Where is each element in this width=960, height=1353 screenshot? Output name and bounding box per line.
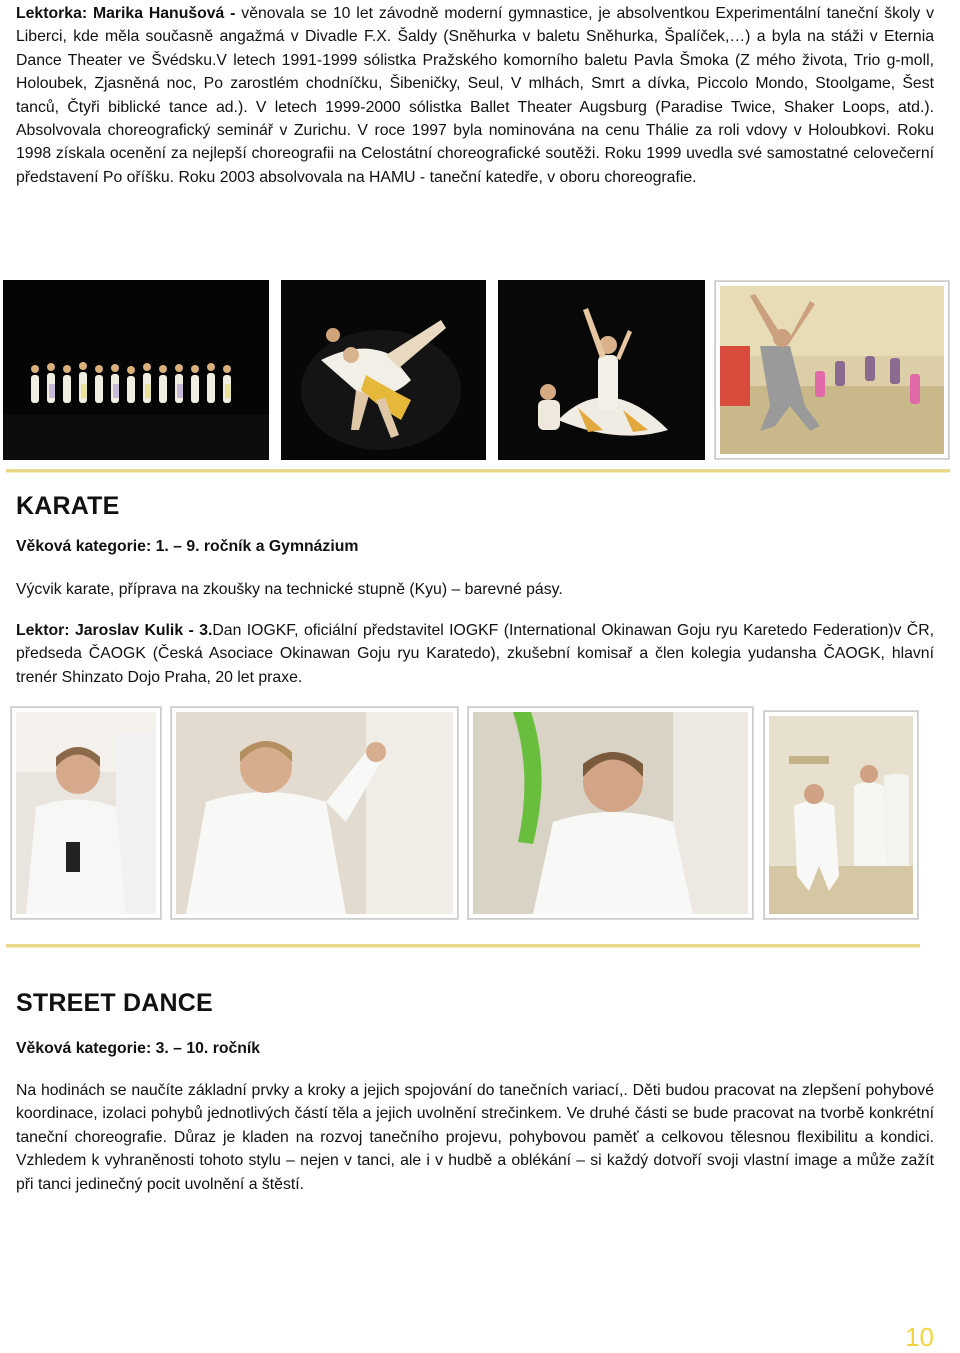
intro-paragraph <box>16 2 934 189</box>
intro-text-1: věnovala se 10 let závodně moderní gymnastice, je absolventkou Experimentální taneční školy v Liberci, kde měla současně angažmá v Divadle F.X. Šaldy (Sněhurka v baletu Sněhurka, Špalíček,…) a byla na stáži v Eternia Dance Theater ve Švédsku. <box>16 5 934 69</box>
photo-karate-group <box>765 712 917 918</box>
street-dance-description: Na hodinách se naučíte základní prvky a kroky a jejich spojování do tanečních variací,. Děti budou pracovat na zlepšení pohybové koordinace, izolaci pohybů jednotlivých částí těla a jejich uvolnění strečinkem. Ve druhé části se bude pracovat na tvorbě konkrétní taneční choreografie. Důraz je kladen na rozvoj tanečního projevu, pohybovou paměť a celkovou tělesnou flexibilitu a kondici. Vzhledem k vyhraněnosti tohoto stylu – nejen v tanci, ale i v hudbě a oblékání – si každý dotvoří svoji vlastní image a může zažít při tanci jedinečný pocit uvolnění a štěstí. <box>16 1082 934 1193</box>
photo-karate-boy-3 <box>469 708 752 918</box>
section-divider-2 <box>6 944 920 948</box>
photo-duet-dance <box>281 280 486 460</box>
street-dance-age-category: Věková kategorie: 3. – 10. ročník <box>16 1040 261 1057</box>
karate-age-category: Věková kategorie: 1. – 9. ročník a Gymnázium <box>16 538 359 555</box>
lector-label: Lektorka: Marika Hanušová - <box>16 5 236 22</box>
karate-lector-label: Lektor: Jaroslav Kulik - 3. <box>16 622 213 639</box>
photo-dance-class-gym <box>716 282 948 458</box>
intro-text-2: V letech 1991-1999 sólistka Pražského komorního baletu Pavla Šmoka (Z mého života, Trio g-moll, Holoubek, Zjasněná noc, Po zarostlém chodníčku, Šibeničky, Seul, V mlhách, Smrt a dívka, Piccolo Mondo, Stoolgame, Šest tanců, Čtyři biblické tance ad.). V letech 1999-2000 sólistka Ballet Theater Augsburg (Paradise Twice, Shaker Loops, atd.). Absolvovala choreografický seminář v Zurichu. V roce 1997 byla nominována na cenu Thálie za roli vdovy v Holoubkovi. Roku 1998 získala ocenění za nejlepší choreografii na Celostátní choreografické soutěži. Roku 1999 uvedla své samostatné celovečerní představení Po oříšku. Roku 2003 absolvovala na HAMU - taneční katedře, v oboru choreografie. <box>16 51 934 186</box>
photo-karate-boy-1 <box>12 708 160 918</box>
karate-description: Výcvik karate, příprava na zkoušky na technické stupně (Kyu) – barevné pásy. <box>16 581 563 598</box>
karate-heading: KARATE <box>16 492 120 520</box>
page-number: 10 <box>905 1322 934 1352</box>
street-dance-heading: STREET DANCE <box>16 989 213 1017</box>
photo-children-line-stage <box>3 280 269 460</box>
karate-lector-paragraph <box>16 619 934 689</box>
photo-girl-spinning-dress <box>498 280 705 460</box>
karate-lector-text: Dan IOGKF, oficiální představitel IOGKF (International Okinawan Goju ryu Karetedo Federation)v ČR, předseda ČAOGK (Česká Asociace Okinawan Goju ryu Karatedo), zkušební komisař a člen kolegia yudansha ČAOGK, hlavní trenér Shinzato Dojo Praha, 20 let praxe. <box>16 622 935 686</box>
photo-karate-boy-2 <box>172 708 457 918</box>
section-divider <box>6 469 950 473</box>
